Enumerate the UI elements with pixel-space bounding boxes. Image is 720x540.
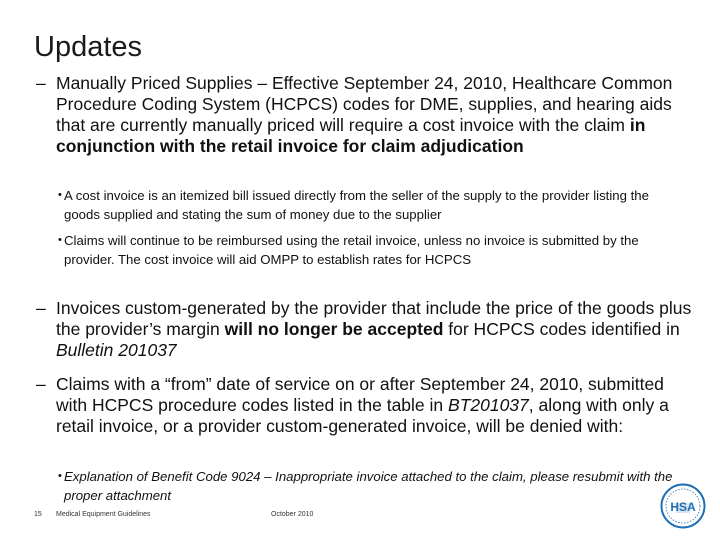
bullet-dot: • — [58, 470, 62, 482]
sub-bullet-cost-invoice — [58, 186, 688, 224]
eob-italic-text: Explanation of Benefit Code 9024 – Inappropriate invoice attached to the claim, please resubmit with the proper attachment — [64, 469, 673, 503]
dash-marker: – — [36, 73, 46, 93]
bullet-text-part: Claims with a “from” date of service on or after September 24, 2010, submitted with HCPCS procedure codes listed in the table in — [56, 374, 664, 415]
bullet-dot: • — [58, 234, 62, 246]
slide-title: Updates — [34, 31, 143, 63]
sub-bullet-text: Claims will continue to be reimbursed using the retail invoice, unless no invoice is submitted by the provider. The cost invoice will aid OMPP to establish rates for HCPCS — [64, 233, 639, 267]
dash-marker: – — [36, 374, 46, 394]
bullet-text-part: for HCPCS codes identified in — [443, 319, 680, 339]
bullet-claims-denied — [36, 374, 696, 437]
sub-bullet-eob-code — [58, 467, 698, 505]
bullet-bold-text: will no longer be accepted — [224, 319, 444, 339]
bullet-italic-text: Bulletin 201037 — [56, 340, 177, 360]
bullet-italic-text: BT201037 — [448, 395, 529, 415]
bullet-text — [36, 73, 696, 157]
sub-bullet-text — [58, 467, 698, 505]
dash-marker: – — [36, 298, 46, 318]
bullet-text — [36, 298, 696, 361]
hsa-logo — [660, 483, 706, 529]
bullet-manually-priced-supplies — [36, 73, 696, 157]
bullet-dot: • — [58, 189, 62, 201]
bullet-text-part: Manually Priced Supplies – Effective September 24, 2010, Healthcare Common Procedure Coding System (HCPCS) codes for DME, supplies, and hearing aids that are currently manually priced will require a cost invoice with the claim — [56, 73, 673, 135]
bullet-text-part: , along with only a retail invoice, or a provider custom-generated invoice, will be denied with: — [56, 395, 669, 436]
bullet-bold-text: in conjunction with the retail invoice for claim adjudication — [56, 115, 646, 156]
bullet-text-part: Invoices custom-generated by the provider that include the price of the goods plus the provider’s margin — [56, 298, 692, 339]
bullet-text — [36, 374, 696, 437]
page-number: 15 — [34, 511, 42, 518]
logo-text: HSA — [670, 500, 696, 514]
bullet-custom-generated-invoices — [36, 298, 696, 361]
sub-bullet-text: A cost invoice is an itemized bill issued directly from the seller of the supply to the provider listing the goods supplied and stating the sum of money due to the supplier — [64, 188, 649, 222]
footer-date: October 2010 — [271, 511, 314, 518]
sub-bullet-retail-invoice — [58, 231, 688, 269]
footer-doc-title: Medical Equipment Guidelines — [56, 511, 151, 518]
